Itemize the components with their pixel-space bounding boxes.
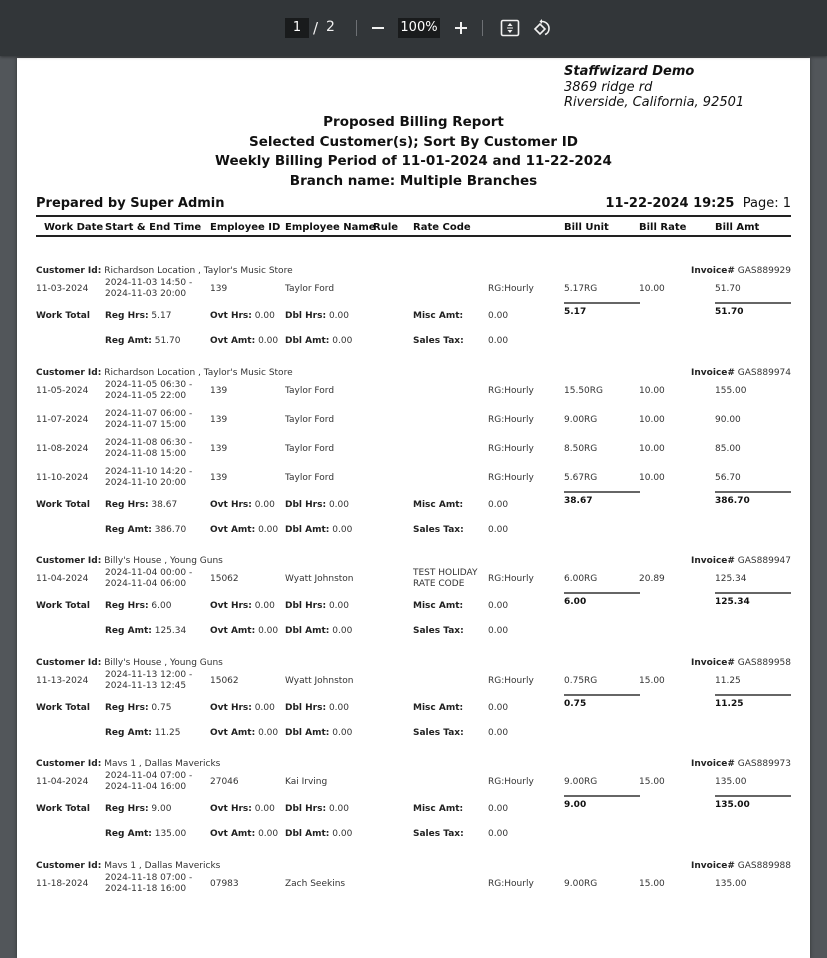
customer-id <box>36 861 220 872</box>
customer-id-value: Billy's House , Young Guns <box>104 658 223 668</box>
employee-name: Zach Seekins <box>285 879 346 889</box>
end-time: 2024-11-07 15:00 <box>105 420 187 430</box>
pdf-viewer[interactable] <box>0 56 827 905</box>
ovt-hrs <box>210 311 275 322</box>
pdf-page <box>17 58 810 958</box>
dbl-amt-label: Dbl Amt: <box>285 525 330 535</box>
start-time: 2024-11-07 06:00 - <box>105 409 193 419</box>
misc-amt-value: 0.00 <box>488 500 509 510</box>
dbl-amt <box>285 829 352 840</box>
sales-tax-value: 0.00 <box>488 525 509 535</box>
employee-name: Taylor Ford <box>285 284 335 294</box>
rate-code: RG:Hourly <box>488 879 534 889</box>
col-header-bill-amt: Bill Amt <box>715 222 760 233</box>
ovt-hrs-value: 0.00 <box>254 804 275 814</box>
end-time: 2024-11-04 06:00 <box>105 579 187 589</box>
bill-rate: 10.00 <box>639 444 665 454</box>
zoom-level-input[interactable]: 100% <box>398 18 440 38</box>
ovt-amt <box>210 336 278 347</box>
bill-amt: 56.70 <box>715 473 741 483</box>
dbl-hrs-value: 0.00 <box>328 601 349 611</box>
fit-page-icon <box>500 19 520 37</box>
sales-tax-label: Sales Tax: <box>413 336 464 346</box>
page-separator: / <box>313 19 319 37</box>
employee-id: 139 <box>210 415 228 425</box>
sales-tax-value: 0.00 <box>488 626 509 636</box>
misc-amt-label: Misc Amt: <box>413 601 464 611</box>
invoice-number <box>691 266 791 277</box>
sales-tax-value: 0.00 <box>488 728 509 738</box>
bill-rate: 20.89 <box>639 574 665 584</box>
dbl-amt <box>285 728 352 739</box>
invoice-value: GAS889973 <box>737 759 791 769</box>
misc-amt-value: 0.00 <box>488 703 509 713</box>
bill-amt: 51.70 <box>715 284 741 294</box>
employee-name: Taylor Ford <box>285 444 335 454</box>
reg-amt <box>105 336 181 347</box>
employee-id: 15062 <box>210 676 239 686</box>
employee-name: Taylor Ford <box>285 415 335 425</box>
customer-id-label: Customer Id: <box>36 861 102 871</box>
bill-unit: 5.67RG <box>564 473 598 483</box>
sales-tax-label: Sales Tax: <box>413 626 464 636</box>
reg-amt-value: 135.00 <box>154 829 187 839</box>
plus-icon <box>454 21 468 35</box>
employee-name: Taylor Ford <box>285 473 335 483</box>
reg-hrs-value: 9.00 <box>151 804 172 814</box>
dbl-amt <box>285 626 352 637</box>
toolbar-divider <box>482 20 483 36</box>
ovt-amt-label: Ovt Amt: <box>210 336 256 346</box>
dbl-amt-label: Dbl Amt: <box>285 626 330 636</box>
work-total-label: Work Total <box>36 500 90 510</box>
dbl-amt-label: Dbl Amt: <box>285 829 330 839</box>
unit-subtotal-rule <box>564 491 640 493</box>
amt-subtotal-rule <box>715 694 791 696</box>
reg-hrs <box>105 500 177 511</box>
invoice-label: Invoice# <box>691 556 735 566</box>
start-time: 2024-11-08 06:30 - <box>105 438 193 448</box>
reg-amt-label: Reg Amt: <box>105 525 152 535</box>
dbl-hrs-label: Dbl Hrs: <box>285 311 327 321</box>
invoice-value: GAS889958 <box>737 658 791 668</box>
end-time: 2024-11-08 15:00 <box>105 449 187 459</box>
unit-subtotal-rule <box>564 795 640 797</box>
dbl-amt-value: 0.00 <box>332 525 353 535</box>
reg-hrs-label: Reg Hrs: <box>105 703 149 713</box>
dbl-hrs <box>285 601 349 612</box>
bill-unit: 15.50RG <box>564 386 603 396</box>
ovt-hrs-value: 0.00 <box>254 500 275 510</box>
rate-code: RG:Hourly <box>488 444 534 454</box>
unit-subtotal-rule <box>564 694 640 696</box>
rule-line2: RATE CODE <box>413 579 465 589</box>
work-date: 11-05-2024 <box>36 386 89 396</box>
bill-amt: 90.00 <box>715 415 741 425</box>
end-time: 2024-11-03 20:00 <box>105 289 187 299</box>
customer-id <box>36 368 293 379</box>
ovt-hrs <box>210 804 275 815</box>
rate-code: RG:Hourly <box>488 415 534 425</box>
bill-amt: 155.00 <box>715 386 747 396</box>
dbl-hrs-label: Dbl Hrs: <box>285 703 327 713</box>
reg-amt <box>105 525 186 536</box>
col-header-bill-unit: Bill Unit <box>564 222 609 233</box>
unit-subtotal: 0.75 <box>564 699 587 709</box>
customer-id <box>36 759 220 770</box>
amt-subtotal: 135.00 <box>715 800 750 810</box>
bill-unit: 9.00RG <box>564 415 598 425</box>
dbl-amt-label: Dbl Amt: <box>285 728 330 738</box>
ovt-hrs-label: Ovt Hrs: <box>210 311 252 321</box>
customer-id-value: Billy's House , Young Guns <box>104 556 223 566</box>
misc-amt-value: 0.00 <box>488 601 509 611</box>
end-time: 2024-11-18 16:00 <box>105 884 187 894</box>
work-date: 11-03-2024 <box>36 284 89 294</box>
col-header-start-end: Start & End Time <box>105 222 202 233</box>
total-pages: 2 <box>326 19 335 35</box>
ovt-amt-value: 0.00 <box>258 728 279 738</box>
customer-id-label: Customer Id: <box>36 556 102 566</box>
employee-name: Kai Irving <box>285 777 328 787</box>
start-time: 2024-11-10 14:20 - <box>105 467 193 477</box>
ovt-hrs <box>210 601 275 612</box>
rate-code: RG:Hourly <box>488 386 534 396</box>
bill-rate: 10.00 <box>639 284 665 294</box>
bill-unit: 8.50RG <box>564 444 598 454</box>
work-date: 11-07-2024 <box>36 415 89 425</box>
customer-id <box>36 266 293 277</box>
reg-amt <box>105 829 186 840</box>
bill-unit: 5.17RG <box>564 284 598 294</box>
reg-hrs-label: Reg Hrs: <box>105 804 149 814</box>
customer-id-label: Customer Id: <box>36 368 102 378</box>
ovt-amt-value: 0.00 <box>258 626 279 636</box>
bill-amt: 135.00 <box>715 777 747 787</box>
misc-amt-label: Misc Amt: <box>413 500 464 510</box>
employee-id: 15062 <box>210 574 239 584</box>
dbl-hrs <box>285 703 349 714</box>
start-time: 2024-11-13 12:00 - <box>105 670 193 680</box>
misc-amt-label: Misc Amt: <box>413 703 464 713</box>
dbl-amt-label: Dbl Amt: <box>285 336 330 346</box>
report-branch: Branch name: Multiple Branches <box>289 173 538 190</box>
dbl-hrs-value: 0.00 <box>328 703 349 713</box>
reg-amt <box>105 728 181 739</box>
company-address-line1: 3869 ridge rd <box>564 79 653 95</box>
work-total-label: Work Total <box>36 601 90 611</box>
work-total-label: Work Total <box>36 703 90 713</box>
dbl-hrs <box>285 500 349 511</box>
invoice-value: GAS889988 <box>737 861 791 871</box>
employee-name: Wyatt Johnston <box>285 574 354 584</box>
dbl-hrs-label: Dbl Hrs: <box>285 804 327 814</box>
work-total-label: Work Total <box>36 311 90 321</box>
page-label: Page: 1 <box>742 196 791 211</box>
start-time: 2024-11-04 00:00 - <box>105 568 193 578</box>
report-subtitle: Selected Customer(s); Sort By Customer ID <box>249 133 578 150</box>
customer-id-label: Customer Id: <box>36 658 102 668</box>
customer-id-value: Mavs 1 , Dallas Mavericks <box>104 861 221 871</box>
report-title: Proposed Billing Report <box>323 114 504 130</box>
customer-id-value: Richardson Location , Taylor's Music Store <box>104 368 293 378</box>
dbl-hrs <box>285 311 349 322</box>
dbl-amt-value: 0.00 <box>332 728 353 738</box>
rate-code: RG:Hourly <box>488 473 534 483</box>
reg-amt-label: Reg Amt: <box>105 626 152 636</box>
dbl-hrs-label: Dbl Hrs: <box>285 500 327 510</box>
invoice-number <box>691 658 791 669</box>
ovt-amt-value: 0.00 <box>258 829 279 839</box>
bill-amt: 85.00 <box>715 444 741 454</box>
invoice-label: Invoice# <box>691 266 735 276</box>
reg-hrs-label: Reg Hrs: <box>105 500 149 510</box>
invoice-number <box>691 861 791 872</box>
employee-name: Wyatt Johnston <box>285 676 354 686</box>
reg-amt-value: 386.70 <box>154 525 187 535</box>
invoice-value: GAS889947 <box>737 556 791 566</box>
ovt-hrs-value: 0.00 <box>254 601 275 611</box>
rotate-icon <box>532 18 552 38</box>
ovt-amt-label: Ovt Amt: <box>210 829 256 839</box>
bill-rate: 15.00 <box>639 879 665 889</box>
col-header-bill-rate: Bill Rate <box>639 222 687 233</box>
ovt-amt <box>210 525 278 536</box>
sales-tax-value: 0.00 <box>488 829 509 839</box>
report-stamp <box>605 196 791 211</box>
header-rule-top <box>36 215 791 217</box>
rate-code: RG:Hourly <box>488 777 534 787</box>
reg-hrs-value: 0.75 <box>151 703 172 713</box>
reg-amt-value: 125.34 <box>154 626 187 636</box>
ovt-hrs-value: 0.00 <box>254 703 275 713</box>
invoice-value: GAS889929 <box>737 266 791 276</box>
start-time: 2024-11-18 07:00 - <box>105 873 193 883</box>
bill-rate: 15.00 <box>639 777 665 787</box>
invoice-number <box>691 556 791 567</box>
amt-subtotal: 125.34 <box>715 597 750 607</box>
reg-hrs <box>105 703 171 714</box>
ovt-amt <box>210 728 278 739</box>
employee-name: Taylor Ford <box>285 386 335 396</box>
work-total-label: Work Total <box>36 804 90 814</box>
unit-subtotal: 38.67 <box>564 496 593 506</box>
dbl-amt-value: 0.00 <box>332 829 353 839</box>
reg-hrs-value: 6.00 <box>151 601 172 611</box>
customer-id-label: Customer Id: <box>36 266 102 276</box>
sales-tax-label: Sales Tax: <box>413 525 464 535</box>
bill-rate: 10.00 <box>639 473 665 483</box>
work-date: 11-04-2024 <box>36 574 89 584</box>
bill-rate: 10.00 <box>639 415 665 425</box>
dbl-amt-value: 0.00 <box>332 336 353 346</box>
company-block <box>564 64 744 111</box>
report-period: Weekly Billing Period of 11-01-2024 and 11-22-2024 <box>215 153 612 170</box>
work-date: 11-13-2024 <box>36 676 89 686</box>
amt-subtotal: 11.25 <box>715 699 744 709</box>
prepared-by: Prepared by Super Admin <box>36 196 225 211</box>
employee-id: 139 <box>210 386 228 396</box>
work-date: 11-04-2024 <box>36 777 89 787</box>
employee-id: 139 <box>210 284 228 294</box>
ovt-amt <box>210 626 278 637</box>
dbl-hrs-value: 0.00 <box>328 804 349 814</box>
unit-subtotal-rule <box>564 592 640 594</box>
customer-id <box>36 556 223 567</box>
amt-subtotal: 51.70 <box>715 307 744 317</box>
dbl-hrs <box>285 804 349 815</box>
invoice-number <box>691 368 791 379</box>
employee-id: 27046 <box>210 777 239 787</box>
minus-icon <box>371 21 385 35</box>
amt-subtotal-rule <box>715 795 791 797</box>
reg-amt <box>105 626 186 637</box>
customer-id <box>36 658 223 669</box>
bill-rate: 15.00 <box>639 676 665 686</box>
ovt-hrs-label: Ovt Hrs: <box>210 601 252 611</box>
bill-rate: 10.00 <box>639 386 665 396</box>
bill-unit: 6.00RG <box>564 574 598 584</box>
invoice-label: Invoice# <box>691 658 735 668</box>
dbl-hrs-value: 0.00 <box>328 500 349 510</box>
employee-id: 139 <box>210 473 228 483</box>
unit-subtotal: 6.00 <box>564 597 587 607</box>
company-name: Staffwizard Demo <box>564 64 695 79</box>
reg-hrs-value: 38.67 <box>151 500 178 510</box>
sales-tax-label: Sales Tax: <box>413 728 464 738</box>
reg-amt-label: Reg Amt: <box>105 829 152 839</box>
invoice-label: Invoice# <box>691 759 735 769</box>
reg-hrs-label: Reg Hrs: <box>105 311 149 321</box>
reg-amt-label: Reg Amt: <box>105 336 152 346</box>
pdf-toolbar <box>0 0 827 56</box>
misc-amt-label: Misc Amt: <box>413 804 464 814</box>
reg-hrs <box>105 804 171 815</box>
invoice-label: Invoice# <box>691 861 735 871</box>
unit-subtotal-rule <box>564 302 640 304</box>
employee-id: 139 <box>210 444 228 454</box>
sales-tax-value: 0.00 <box>488 336 509 346</box>
start-time: 2024-11-03 14:50 - <box>105 278 193 288</box>
current-page-input[interactable]: 1 <box>285 18 309 38</box>
ovt-hrs-label: Ovt Hrs: <box>210 804 252 814</box>
ovt-amt <box>210 829 278 840</box>
ovt-amt-label: Ovt Amt: <box>210 626 256 636</box>
rate-code: RG:Hourly <box>488 676 534 686</box>
dbl-amt <box>285 336 352 347</box>
fit-page-button[interactable] <box>498 16 522 40</box>
work-date: 11-18-2024 <box>36 879 89 889</box>
report-title-block <box>17 113 810 192</box>
col-header-employee-id: Employee ID <box>210 222 281 233</box>
invoice-value: GAS889974 <box>737 368 791 378</box>
bill-unit: 9.00RG <box>564 777 598 787</box>
invoice-label: Invoice# <box>691 368 735 378</box>
ovt-hrs-label: Ovt Hrs: <box>210 703 252 713</box>
ovt-amt-value: 0.00 <box>258 336 279 346</box>
sales-tax-label: Sales Tax: <box>413 829 464 839</box>
col-header-rule: Rule <box>373 222 399 233</box>
unit-subtotal: 9.00 <box>564 800 587 810</box>
dbl-hrs-label: Dbl Hrs: <box>285 601 327 611</box>
reg-hrs <box>105 601 171 612</box>
reg-amt-value: 11.25 <box>154 728 181 738</box>
col-header-work-date: Work Date <box>44 222 104 233</box>
toolbar-divider <box>356 20 357 36</box>
unit-subtotal: 5.17 <box>564 307 587 317</box>
bill-unit: 9.00RG <box>564 879 598 889</box>
misc-amt-label: Misc Amt: <box>413 311 464 321</box>
zoom-in-button[interactable] <box>449 16 473 40</box>
bill-amt: 125.34 <box>715 574 747 584</box>
rate-code: RG:Hourly <box>488 574 534 584</box>
customer-id-label: Customer Id: <box>36 759 102 769</box>
end-time: 2024-11-04 16:00 <box>105 782 187 792</box>
reg-amt-value: 51.70 <box>154 336 181 346</box>
ovt-hrs-label: Ovt Hrs: <box>210 500 252 510</box>
misc-amt-value: 0.00 <box>488 804 509 814</box>
rotate-button[interactable] <box>530 16 554 40</box>
end-time: 2024-11-13 12:45 <box>105 681 187 691</box>
ovt-amt-value: 0.00 <box>258 525 279 535</box>
bill-unit: 0.75RG <box>564 676 598 686</box>
amt-subtotal-rule <box>715 491 791 493</box>
start-time: 2024-11-05 06:30 - <box>105 380 193 390</box>
employee-id: 07983 <box>210 879 239 889</box>
ovt-hrs-value: 0.00 <box>254 311 275 321</box>
rate-code: RG:Hourly <box>488 284 534 294</box>
work-date: 11-10-2024 <box>36 473 89 483</box>
col-header-rate-code: Rate Code <box>413 222 471 233</box>
bill-amt: 135.00 <box>715 879 747 889</box>
customer-id-value: Mavs 1 , Dallas Mavericks <box>104 759 221 769</box>
report-timestamp: 11-22-2024 19:25 <box>605 196 735 211</box>
start-time: 2024-11-04 07:00 - <box>105 771 193 781</box>
dbl-amt <box>285 525 352 536</box>
company-address-line2: Riverside, California, 92501 <box>564 95 745 110</box>
work-date: 11-08-2024 <box>36 444 89 454</box>
reg-hrs-value: 5.17 <box>151 311 172 321</box>
invoice-number <box>691 759 791 770</box>
zoom-out-button[interactable] <box>366 16 390 40</box>
ovt-hrs <box>210 703 275 714</box>
bill-amt: 11.25 <box>715 676 741 686</box>
ovt-hrs <box>210 500 275 511</box>
header-rule-bottom <box>36 235 791 237</box>
col-header-employee-name: Employee Name <box>285 222 376 233</box>
dbl-amt-value: 0.00 <box>332 626 353 636</box>
ovt-amt-label: Ovt Amt: <box>210 728 256 738</box>
reg-amt-label: Reg Amt: <box>105 728 152 738</box>
amt-subtotal: 386.70 <box>715 496 750 506</box>
dbl-hrs-value: 0.00 <box>328 311 349 321</box>
ovt-amt-label: Ovt Amt: <box>210 525 256 535</box>
rule-line1: TEST HOLIDAY <box>413 568 478 578</box>
reg-hrs-label: Reg Hrs: <box>105 601 149 611</box>
end-time: 2024-11-05 22:00 <box>105 391 187 401</box>
end-time: 2024-11-10 20:00 <box>105 478 187 488</box>
amt-subtotal-rule <box>715 592 791 594</box>
amt-subtotal-rule <box>715 302 791 304</box>
reg-hrs <box>105 311 171 322</box>
misc-amt-value: 0.00 <box>488 311 509 321</box>
customer-id-value: Richardson Location , Taylor's Music Store <box>104 266 293 276</box>
